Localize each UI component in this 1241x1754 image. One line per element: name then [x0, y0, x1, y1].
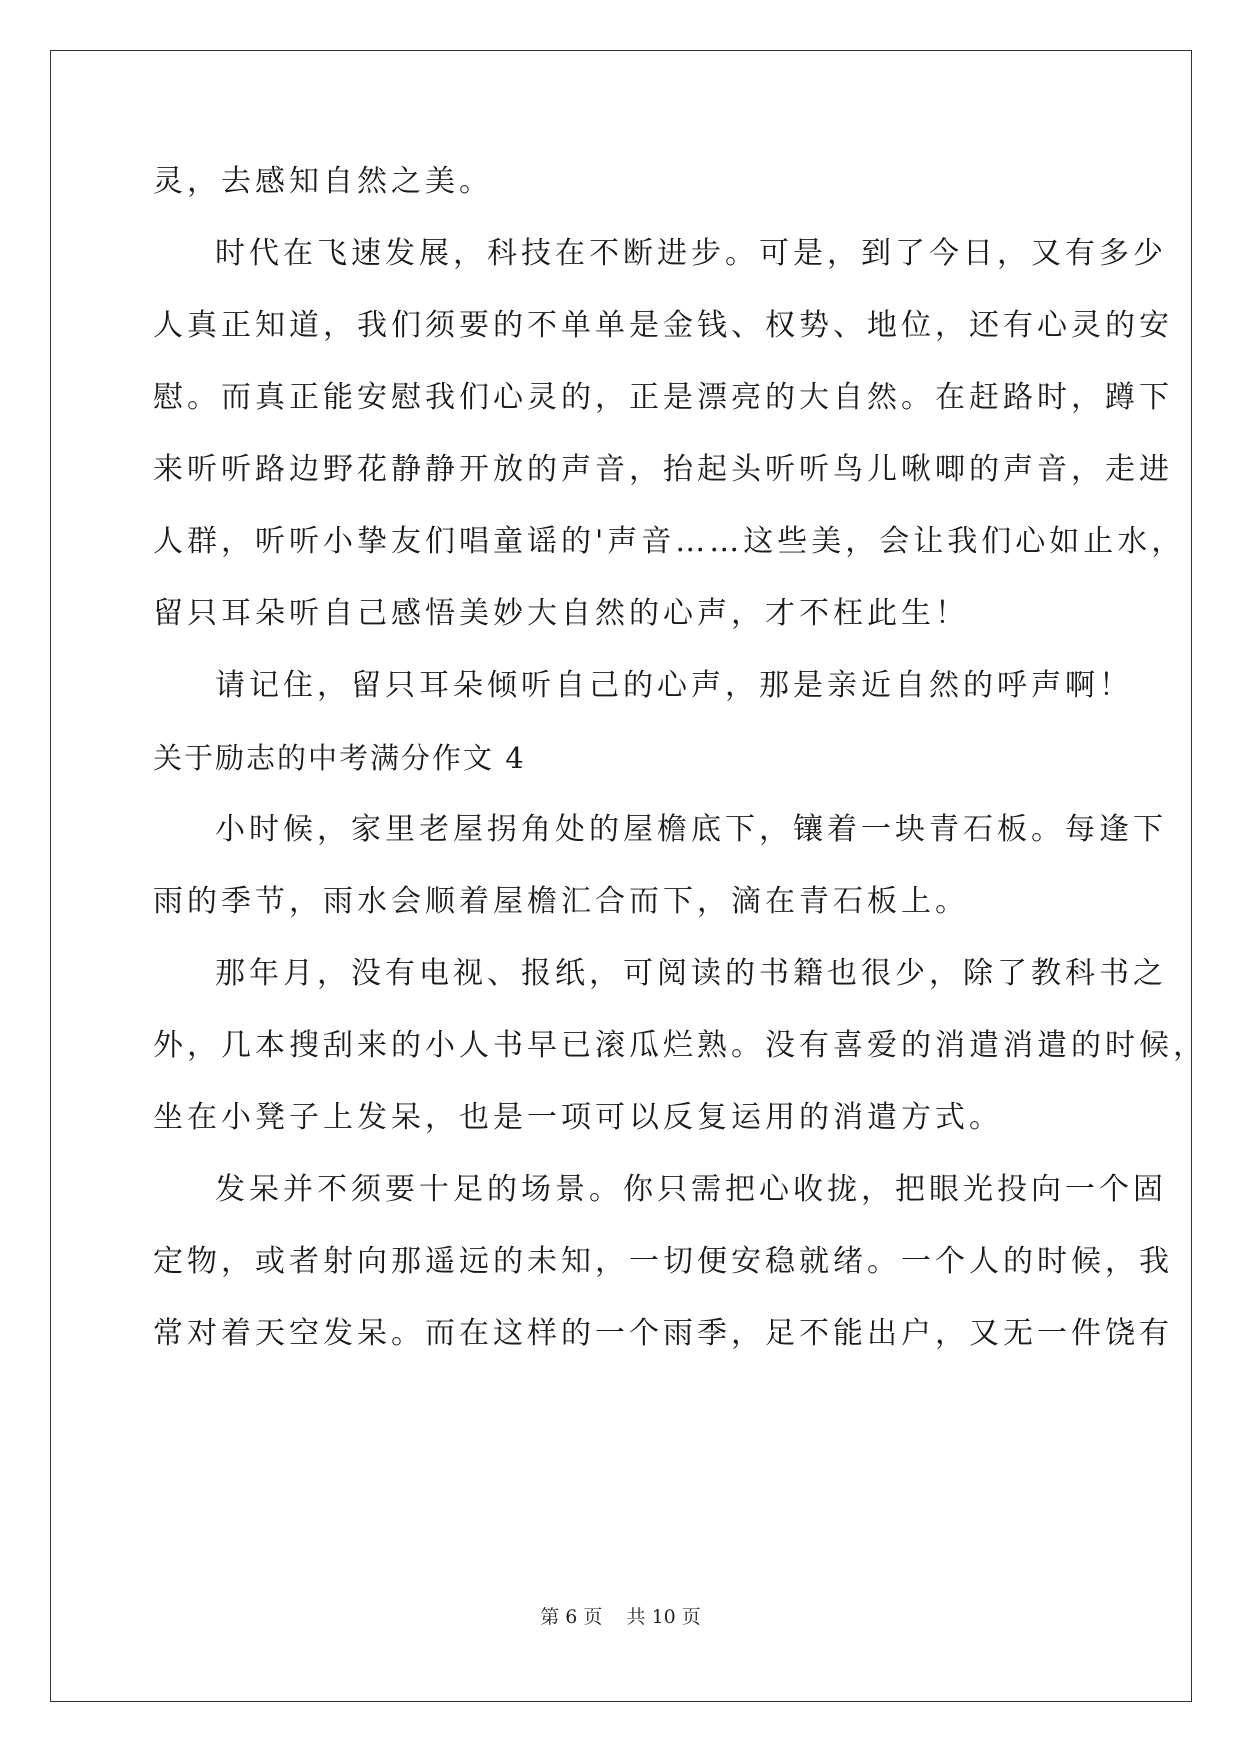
- paragraph-start-line: 请记住，留只耳朵倾听自己的心声，那是亲近自然的呼声啊！: [215, 668, 1133, 703]
- page-number-footer: 第 6 页 共 10 页: [540, 1606, 701, 1628]
- paragraph-start-line: 时代在飞速发展，科技在不断进步。可是，到了今日，又有多少: [215, 236, 1167, 271]
- page-border: [50, 50, 1192, 1702]
- paragraph-start-line: 那年月，没有电视、报纸，可阅读的书籍也很少，除了教科书之: [215, 956, 1167, 991]
- text-line: 定物，或者射向那遥远的未知，一切便安稳就绪。一个人的时候，我: [153, 1244, 1173, 1279]
- text-line: 常对着天空发呆。而在这样的一个雨季，足不能出户，又无一件饶有: [153, 1316, 1173, 1351]
- text-line: 灵，去感知自然之美。: [153, 164, 493, 199]
- text-line: 慰。而真正能安慰我们心灵的，正是漂亮的大自然。在赶路时，蹲下: [153, 380, 1173, 415]
- text-line: 来听听路边野花静静开放的声音，抬起头听听鸟儿啾唧的声音，走进: [153, 452, 1173, 487]
- text-line: 外，几本搜刮来的小人书早已滚瓜烂熟。没有喜爱的消遣消遣的时候，: [153, 1028, 1207, 1063]
- paragraph-start-line: 小时候，家里老屋拐角处的屋檐底下，镶着一块青石板。每逢下: [215, 812, 1167, 847]
- text-line: 人真正知道，我们须要的不单单是金钱、权势、地位，还有心灵的安: [153, 308, 1173, 343]
- section-heading: 关于励志的中考满分作文 4: [153, 741, 526, 775]
- text-line: 人群，听听小挚友们唱童谣的'声音……这些美，会让我们心如止水，: [153, 524, 1186, 559]
- text-line: 留只耳朵听自己感悟美妙大自然的心声，才不枉此生！: [153, 596, 969, 631]
- paragraph-start-line: 发呆并不须要十足的场景。你只需把心收拢，把眼光投向一个固: [215, 1172, 1167, 1207]
- text-line: 雨的季节，雨水会顺着屋檐汇合而下，滴在青石板上。: [153, 884, 969, 919]
- text-line: 坐在小凳子上发呆，也是一项可以反复运用的消遣方式。: [153, 1100, 1003, 1135]
